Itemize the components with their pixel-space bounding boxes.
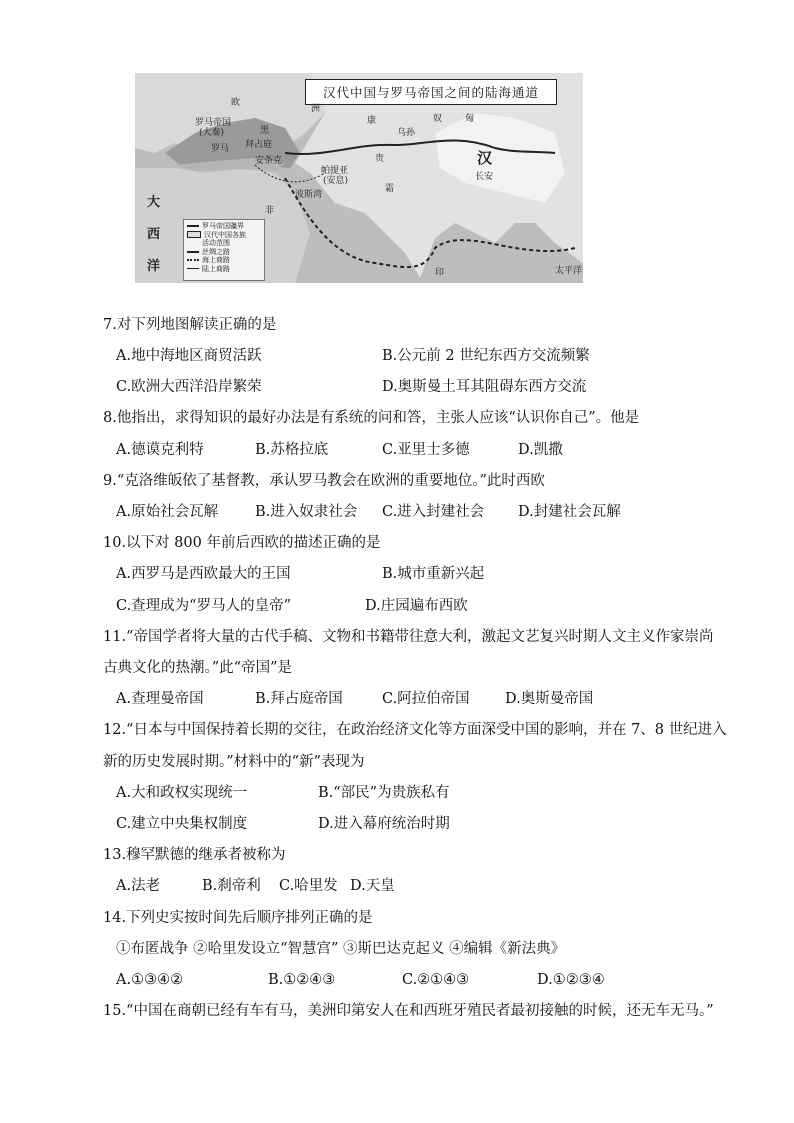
q12-option-c: C.建立中央集权制度 — [116, 816, 248, 832]
q11-option-a: A.查理曼帝国 — [116, 691, 204, 707]
label-pacific: 太平洋 — [555, 266, 583, 276]
q7-option-d: D.奥斯曼土耳其阻碍东西方交流 — [382, 379, 587, 395]
q9-option-b: B.进入奴隶社会 — [255, 504, 358, 520]
q9-option-c: C.进入封建社会 — [382, 504, 485, 520]
question-11-stem: 11.“帝国学者将大量的古代手稿、文物和书籍带往意大利，激起文艺复兴时期人文主义作家崇尚 — [103, 629, 714, 645]
label-kangju: 康 — [367, 116, 377, 126]
q8-option-d: D.凯撒 — [518, 442, 563, 458]
label-persian-gulf: 波斯湾 — [295, 190, 323, 200]
q8-option-c: C.亚里士多德 — [382, 442, 470, 458]
legend-label: 海上商路 — [202, 256, 230, 265]
q8-option-a: A.德谟克利特 — [116, 442, 204, 458]
label-anxi: (安息) — [323, 176, 349, 186]
label-capital: (大秦) — [199, 128, 225, 138]
q7-option-c: C.欧洲大西洋沿岸繁荣 — [116, 379, 262, 395]
label-xiongnu: 匈 — [465, 114, 475, 124]
label-changan: 长安 — [475, 172, 494, 182]
question-12-stem: 12.“日本与中国保持着长期的交往，在政治经济文化等方面深受中国的影响，并在 7、8 世纪进入 — [103, 722, 727, 738]
label-antioch: 安条克 — [255, 156, 283, 166]
legend-label: 汉代中国各族 — [204, 230, 246, 239]
label-roma: 罗马 — [211, 144, 230, 154]
question-13-stem: 13.穆罕默德的继承者被称为 — [103, 847, 286, 863]
label-europe: 欧 — [231, 98, 241, 108]
label-byzantium: 拜占庭 — [245, 140, 273, 150]
q13-option-a: A.法老 — [116, 878, 161, 894]
legend-swatch — [187, 268, 199, 269]
label-gui: 贵 — [375, 154, 385, 164]
label-india: 印 — [435, 268, 445, 278]
q11-option-d: D.奥斯曼帝国 — [505, 691, 594, 707]
map-title: 汉代中国与罗马帝国之间的陆海通道 — [305, 79, 557, 105]
label-nu: 奴 — [433, 114, 443, 124]
q11-option-b: B.拜占庭帝国 — [255, 691, 343, 707]
legend-label: 陆上商路 — [202, 264, 230, 273]
q13-option-d: D.天皇 — [350, 878, 395, 894]
q14-option-c: C.②①④③ — [402, 972, 470, 988]
q10-option-a: A.西罗马是西欧最大的王国 — [116, 566, 291, 582]
q8-option-b: B.苏格拉底 — [255, 442, 329, 458]
label-ocean-2: 西 — [147, 227, 161, 242]
silk-road-map — [135, 73, 583, 283]
legend-label: 罗马帝国疆界 — [202, 222, 244, 231]
q14-option-b: B.①②④③ — [268, 972, 336, 988]
legend-label: 活动范围 — [202, 239, 230, 248]
q10-option-b: B.城市重新兴起 — [382, 566, 485, 582]
label-ocean-3: 洋 — [147, 259, 161, 274]
legend-swatch — [187, 251, 199, 253]
question-15-stem: 15.“中国在商朝已经有车有马，美洲印第安人在和西班牙殖民者最初接触的时候，还无车无马。” — [103, 1003, 714, 1019]
q13-option-b: B.刹帝利 — [202, 878, 261, 894]
q9-option-d: D.封建社会瓦解 — [518, 504, 621, 520]
question-10-stem: 10.以下对 800 年前后西欧的描述正确的是 — [103, 535, 381, 551]
map-legend — [183, 219, 265, 281]
label-shuang: 霜 — [385, 184, 395, 194]
question-8-stem: 8.他指出，求得知识的最好办法是有系统的问和答，主张人应该“认识你自己”。他是 — [103, 410, 640, 426]
label-han: 汉 — [477, 149, 493, 167]
q14-option-d: D.①②③④ — [537, 972, 605, 988]
q11-option-c: C.阿拉伯帝国 — [382, 691, 470, 707]
label-rome-empire: 罗马帝国 — [195, 118, 232, 128]
q13-option-c: C.哈里发 — [279, 878, 338, 894]
label-wusun: 乌孙 — [397, 128, 416, 138]
q9-option-a: A.原始社会瓦解 — [116, 504, 219, 520]
question-7-stem: 7.对下列地图解读正确的是 — [103, 317, 277, 333]
legend-item — [187, 265, 261, 274]
question-9-stem: 9.“克洛维皈依了基督教，承认罗马教会在欧洲的重要地位。”此时西欧 — [103, 473, 545, 489]
q12-option-a: A.大和政权实现统一 — [116, 785, 248, 801]
question-14-stem: 14.下列史实按时间先后顺序排列正确的是 — [103, 910, 373, 926]
label-continent: 洲 — [311, 104, 321, 114]
question-12-stem-cont: 新的历史发展时期。”材料中的“新”表现为 — [103, 754, 365, 770]
legend-swatch — [187, 259, 199, 261]
legend-label: 丝绸之路 — [202, 247, 230, 256]
label-black-sea: 黑 — [260, 126, 270, 136]
label-ocean-1: 大 — [147, 195, 161, 210]
q12-option-b: B.“部民”为贵族私有 — [318, 785, 450, 801]
q14-option-a: A.①③④② — [116, 972, 184, 988]
q7-option-a: A.地中海地区商贸活跃 — [116, 348, 262, 364]
label-africa: 非 — [265, 206, 275, 216]
question-11-stem-cont: 古典文化的热潮。”此“帝国”是 — [103, 660, 292, 676]
label-parthia: 帕提亚 — [321, 166, 349, 176]
legend-swatch — [187, 231, 201, 238]
q14-events: ①布匿战争 ②哈里发设立“智慧宫” ③斯巴达克起义 ④编辑《新法典》 — [116, 941, 566, 957]
q10-option-d: D.庄园遍布西欧 — [365, 598, 468, 614]
legend-swatch — [187, 225, 199, 227]
q10-option-c: C.查理成为“罗马人的皇帝” — [116, 598, 292, 614]
q7-option-b: B.公元前 2 世纪东西方交流频繁 — [382, 348, 590, 364]
q12-option-d: D.进入幕府统治时期 — [318, 816, 450, 832]
